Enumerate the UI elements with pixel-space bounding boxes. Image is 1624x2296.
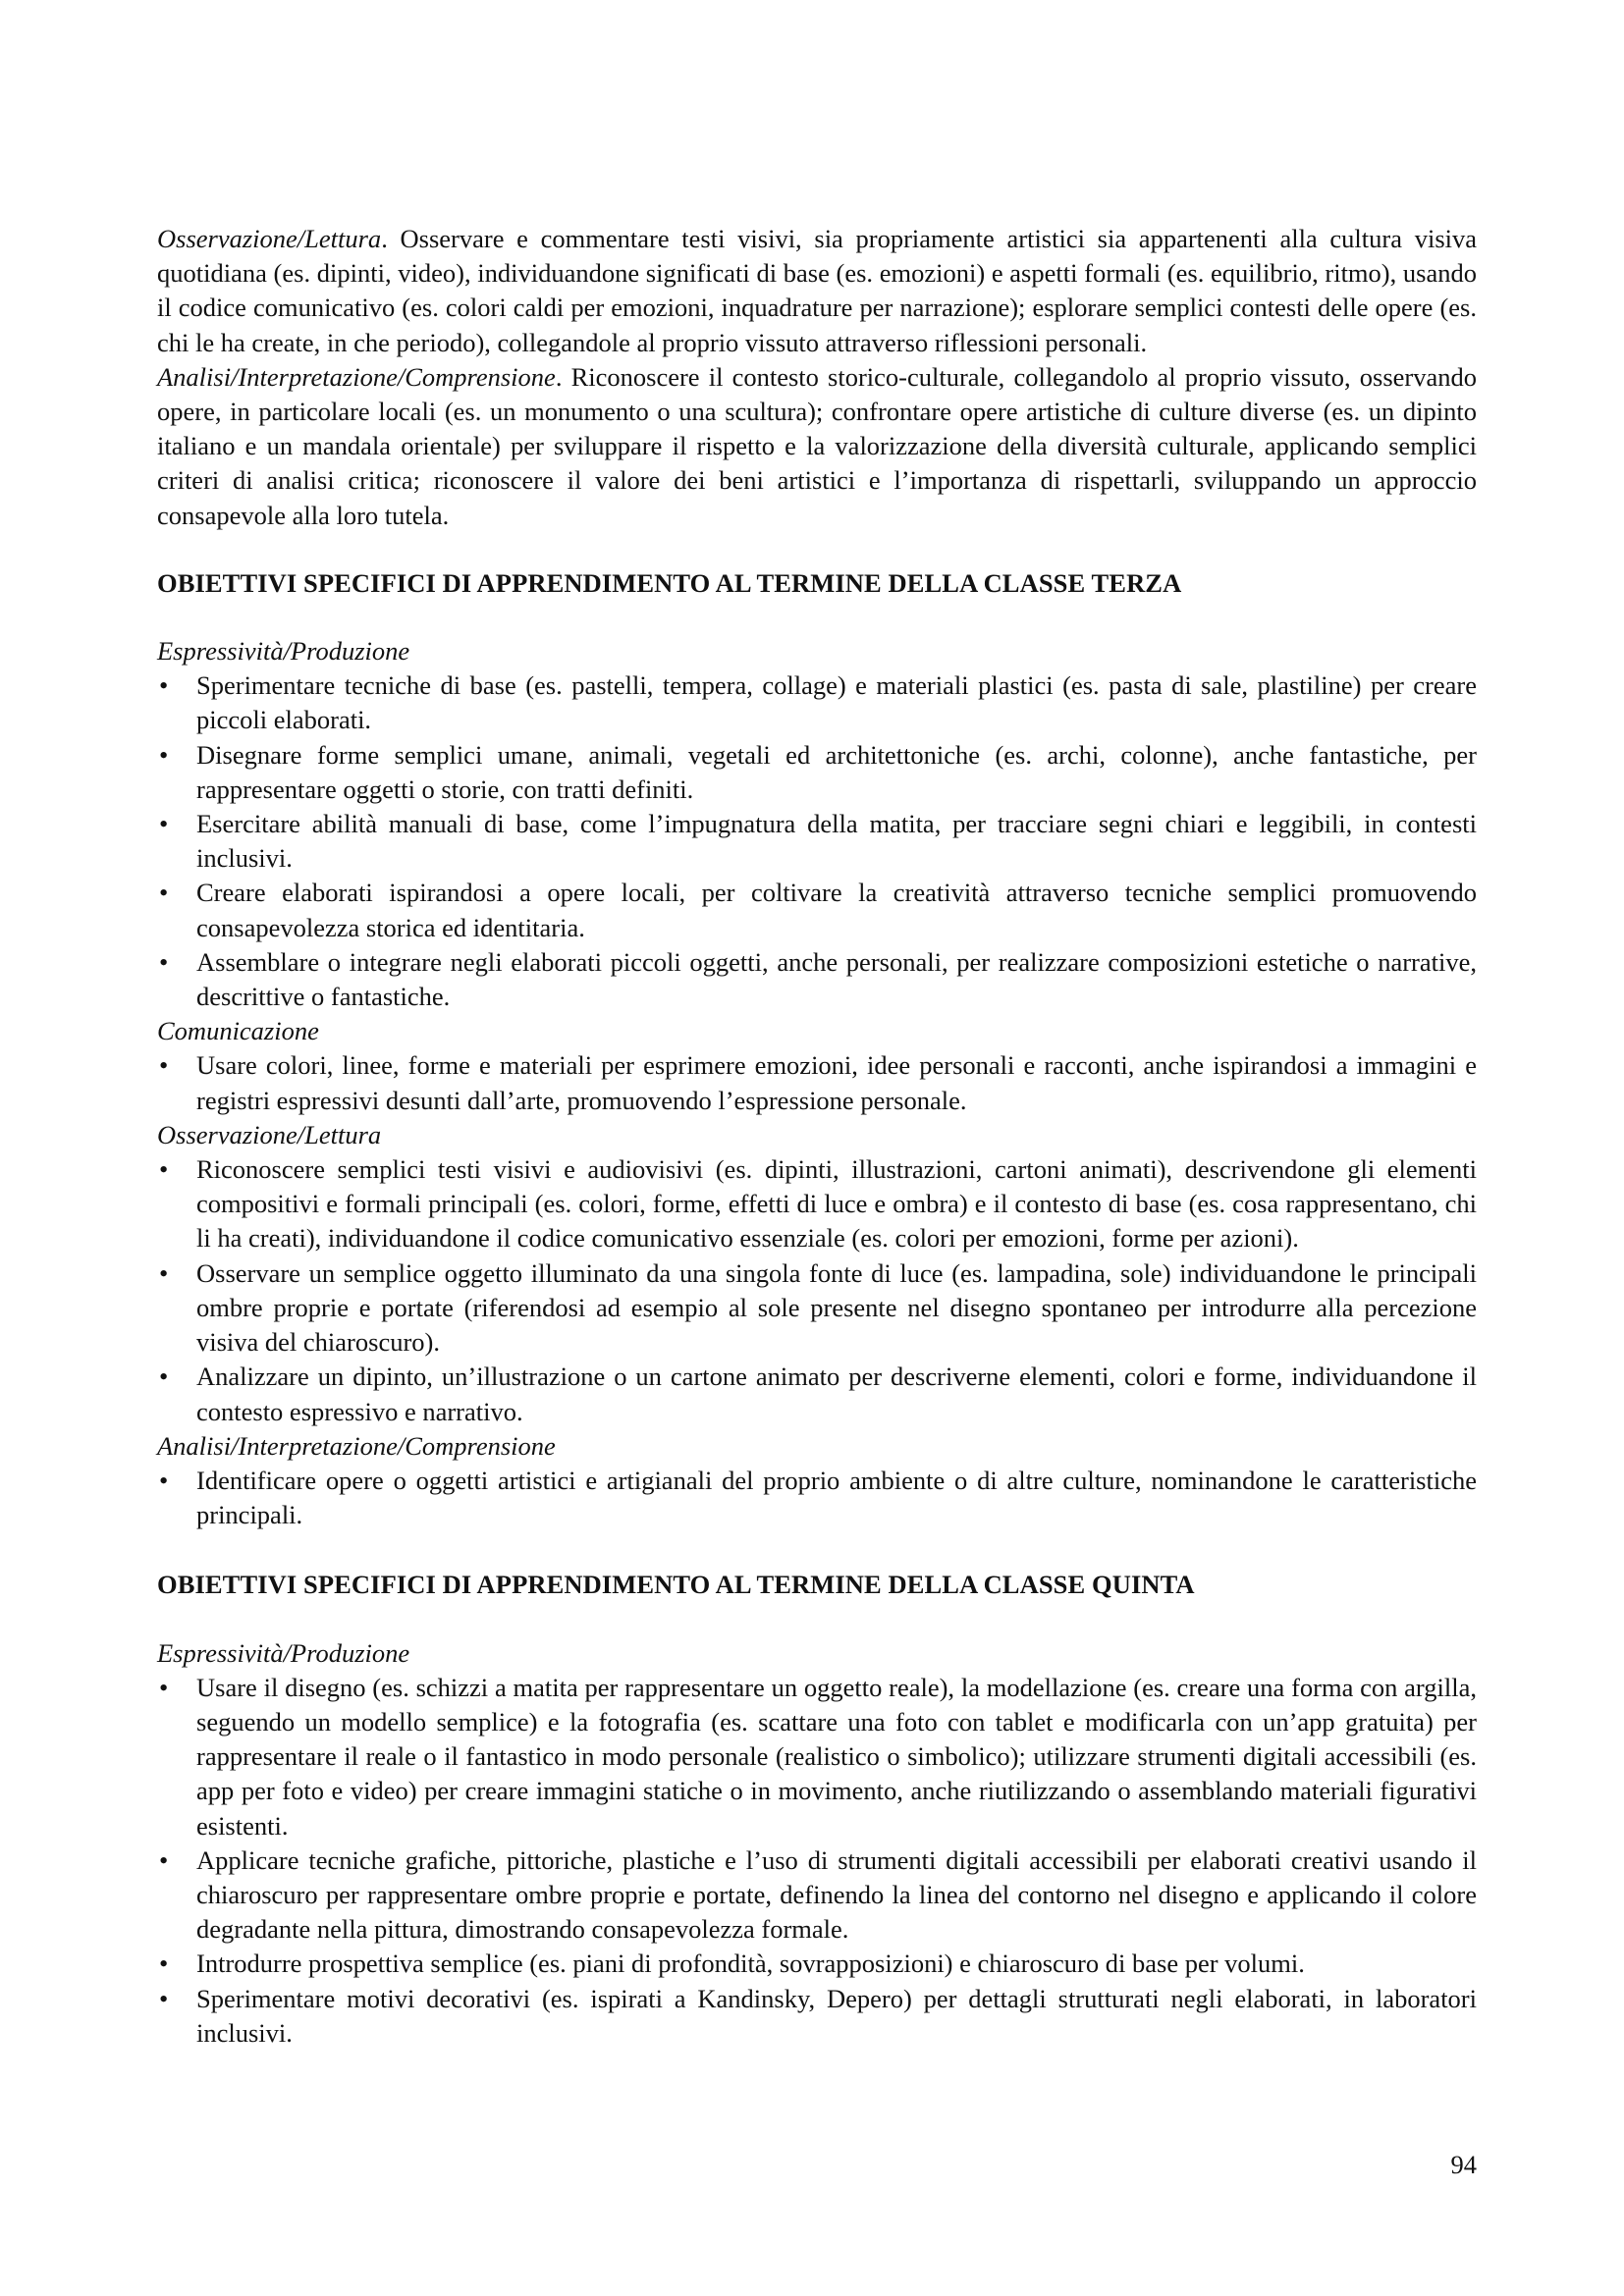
section-heading-quinta: OBIETTIVI SPECIFICI DI APPRENDIMENTO AL TERMINE DELLA CLASSE QUINTA [157,1570,1195,1600]
bullet-icon: • [159,1672,169,1702]
section-heading-terza: OBIETTIVI SPECIFICI DI APPRENDIMENTO AL TERMINE DELLA CLASSE TERZA [157,567,1182,598]
list-item-text: Riconoscere semplici testi visivi e audiovisivi (es. dipinti, illustrazioni, cartoni animati), descrivendone gli elementi compositivi e formali principali (es. colori, forme, effetti di luce e ombra) e il contesto di base (es. cosa rappresentano, chi li ha creati), individuandone il codice comunicativo essenziale (es. colori per emozioni, forme per azioni). [196,1154,1477,1254]
bullet-icon: • [159,670,169,701]
list-item [157,945,1477,1014]
list-item [157,1947,1477,1981]
bullet-icon: • [159,1050,169,1081]
bullet-icon: • [159,878,169,908]
paragraph-text: . Osservare e commentare testi visivi, sia propriamente artistici sia appartenenti alla cultura visiva quotidiana (es. dipinti, video), individuandone significati di base (es. emozioni) e aspetti formali (es. equilibrio, ritmo), usando il codice comunicativo (es. colori caldi per emozioni, inquadrature per narrazione); esplorare semplici contesti delle opere (es. chi le ha create, in che periodo), collegandole al proprio vissuto attraverso riflessioni personali. [157,224,1477,357]
paragraph-text: . Riconoscere il contesto storico-culturale, collegandolo al proprio vissuto, osservando opere, in particolare locali (es. un monumento o una scultura); confrontare opere artistiche di culture diverse (es. un dipinto italiano e un mandala orientale) per sviluppare il rispetto e la valorizzazione della diversità culturale, applicando semplici criteri di analisi critica; riconoscere il valore dei beni artistici e l’importanza di rispettarli, sviluppando un approccio consapevole alla loro tutela. [157,361,1477,530]
list-item-text: Esercitare abilità manuali di base, come l’impugnatura della matita, per tracciare segni chiari e leggibili, in contesti inclusivi. [196,809,1477,874]
list-item-text: Sperimentare tecniche di base (es. pastelli, tempera, collage) e materiali plastici (es. pasta di sale, plastiline) per creare piccoli elaborati. [196,670,1477,735]
list-item-text: Usare colori, linee, forme e materiali per esprimere emozioni, idee personali e racconti, anche ispirandosi a immagini e registri espressivi desunti dall’arte, promuovendo l’espressione personale. [196,1050,1477,1115]
list-item-text: Creare elaborati ispirandosi a opere locali, per coltivare la creatività attraverso tecniche semplici promuovendo consapevolezza storica ed identitaria. [196,878,1477,942]
list-item-text: Osservare un semplice oggetto illuminato da una singola fonte di luce (es. lampadina, sole) individuandone le principali ombre proprie e portate (riferendosi ad esempio al sole presente nel disegno spontaneo per introdurre alla percezione visiva del chiaroscuro). [196,1257,1477,1358]
list-item [157,1464,1477,1532]
bullet-icon: • [159,739,169,770]
list-item [157,1152,1477,1256]
paragraph-lead: Analisi/Interpretazione/Comprensione [157,361,556,392]
list-item-text: Assemblare o integrare negli elaborati piccoli oggetti, anche personali, per realizzare composizioni estetiche o narrative, descrittive o fantastiche. [196,946,1477,1012]
document-page [157,222,1477,2051]
bullet-icon: • [159,1257,169,1288]
list-item-text: Usare il disegno (es. schizzi a matita per rappresentare un oggetto reale), la modellazione (es. creare una forma con argilla, seguendo un modello semplice) e la fotografia (es. scattare una foto con tablet e modificarla con un’app gratuita) per rappresentare il reale o il fantastico in modo personale (realistico o simbolico); utilizzare strumenti digitali accessibili (es. app per foto e video) per creare immagini statiche o in movimento, anche riutilizzando o assemblando materiali figurativi esistenti. [196,1672,1477,1841]
bullet-icon: • [159,809,169,839]
subsection-title: Osservazione/Lettura [157,1119,382,1149]
subsection-title: Espressività/Produzione [157,1637,410,1668]
subsection-title: Espressività/Produzione [157,636,410,667]
bullet-list [157,1152,1477,1429]
bullet-list [157,1671,1477,2051]
subsection-title: Analisi/Interpretazione/Comprensione [157,1430,556,1461]
bullet-icon: • [159,1844,169,1875]
bullet-icon: • [159,1465,169,1495]
list-item-text: Sperimentare motivi decorativi (es. ispirati a Kandinsky, Depero) per dettagli strutturati negli elaborati, in laboratori inclusivi. [196,1983,1477,2048]
subsection-title: Comunicazione [157,1016,319,1046]
list-item [157,876,1477,944]
bullet-icon: • [159,1983,169,2013]
intro-paragraph-analysis [157,360,1477,533]
list-item [157,1982,1477,2051]
bullet-icon: • [159,946,169,977]
paragraph-lead: Osservazione/Lettura [157,224,382,253]
list-item-text: Applicare tecniche grafiche, pittoriche, plastiche e l’uso di strumenti digitali accessibili per elaborati creativi usando il chiaroscuro per rappresentare ombre proprie e portate, definendo la linea del contorno nel disegno e applicando il colore degradante nella pittura, dimostrando consapevolezza formale. [196,1844,1477,1945]
list-item-text: Introdurre prospettiva semplice (es. piani di profondità, sovrapposizioni) e chiaroscuro di base per volumi. [196,1949,1305,1979]
list-item [157,1256,1477,1361]
list-item [157,1048,1477,1117]
page-number: 94 [1450,2150,1477,2179]
list-item [157,668,1477,737]
list-item [157,1671,1477,1843]
bullet-list [157,1464,1477,1532]
list-item [157,1843,1477,1948]
bullet-icon: • [159,1949,169,1979]
bullet-icon: • [159,1154,169,1185]
bullet-list [157,668,1477,1014]
list-item [157,807,1477,876]
list-item-text: Analizzare un dipinto, un’illustrazione o un cartone animato per descriverne elementi, colori e forme, individuandone il contesto espressivo e narrativo. [196,1362,1477,1426]
section-terza-body [157,634,1477,1532]
bullet-list [157,1048,1477,1117]
list-item-text: Disegnare forme semplici umane, animali, vegetali ed architettoniche (es. archi, colonne), anche fantastiche, per rappresentare oggetti o storie, con tratti definiti. [196,739,1477,804]
list-item-text: Identificare opere o oggetti artistici e artigianali del proprio ambiente o di altre culture, nominandone le caratteristiche principali. [196,1465,1477,1530]
list-item [157,1360,1477,1428]
section-quinta-body [157,1636,1477,2051]
intro-paragraph-observation [157,222,1477,360]
bullet-icon: • [159,1362,169,1392]
list-item [157,738,1477,807]
